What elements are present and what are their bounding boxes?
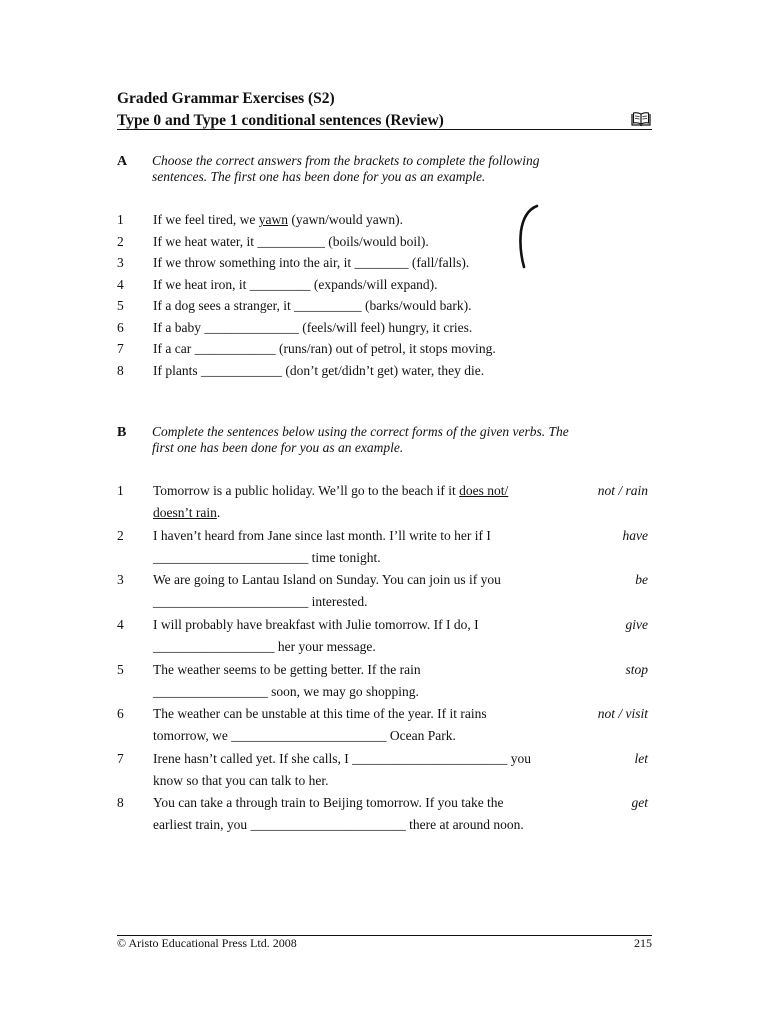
- item-number: 7: [117, 341, 124, 356]
- item-text: I will probably have breakfast with Julie tomorrow. If I do, I __________________ her your message.: [153, 617, 479, 654]
- item-text: If we throw something into the air, it ________ (fall/falls).: [153, 255, 470, 270]
- item-number: 5: [117, 298, 124, 313]
- item-number: 1: [117, 483, 124, 498]
- example-answer-part1: does not/: [459, 483, 509, 498]
- example-answer-part2: doesn’t rain: [153, 504, 217, 520]
- item-number: 2: [117, 528, 124, 543]
- section-b-instruction: [152, 424, 648, 456]
- section-b-letter: B: [117, 425, 127, 440]
- item-number: 3: [117, 572, 124, 587]
- section-b-instruction-line2: first one has been done for you as an example.: [152, 440, 404, 455]
- item-number: 6: [117, 319, 124, 335]
- item-number: 4: [117, 276, 124, 292]
- item-text: If we heat iron, it _________ (expands/will expand).: [153, 276, 438, 292]
- page-subtitle: Type 0 and Type 1 conditional sentences (Review): [117, 112, 444, 129]
- handwritten-bracket-mark: [512, 203, 542, 271]
- item-text: If we feel tired, we yawn (yawn/would yawn).: [153, 212, 404, 227]
- given-verb: give: [625, 617, 648, 632]
- example-answer: yawn: [258, 212, 288, 227]
- item-text: Tomorrow is a public holiday. We’ll go to the beach if it does not/ doesn’t rain.: [153, 483, 509, 520]
- section-a-instruction: [152, 153, 648, 185]
- section-b-instruction-line1: Complete the sentences below using the correct forms of the given verbs. The: [152, 424, 569, 439]
- item-text: You can take a through train to Beijing tomorrow. If you take the earliest train, you _______________________ there at around noon.: [153, 795, 524, 832]
- item-number: 7: [117, 751, 124, 766]
- section-a-instruction-line2: sentences. The first one has been done for you as an example.: [152, 169, 486, 184]
- given-verb: be: [635, 572, 648, 587]
- item-number: 5: [117, 662, 124, 677]
- item-number: 3: [117, 255, 124, 270]
- page-number: 215: [634, 936, 652, 950]
- given-verb: let: [634, 751, 648, 766]
- item-text: We are going to Lantau Island on Sunday. You can join us if you _______________________ interested.: [153, 572, 501, 609]
- given-verb: stop: [625, 662, 648, 677]
- item-text: Irene hasn’t called yet. If she calls, I _______________________ you know so that you can talk to her.: [153, 751, 532, 788]
- copyright-notice: © Aristo Educational Press Ltd. 2008: [117, 936, 297, 950]
- given-verb: not / visit: [597, 706, 648, 721]
- section-a-letter: A: [117, 154, 128, 169]
- item-number: 2: [117, 233, 124, 249]
- item-text: If plants ____________ (don’t get/didn’t get) water, they die.: [153, 362, 485, 378]
- title-underline: [117, 129, 652, 130]
- section-a-instruction-line1: Choose the correct answers from the brackets to complete the following: [152, 153, 540, 168]
- item-text: If a baby ______________ (feels/will feel) hungry, it cries.: [153, 319, 473, 335]
- given-verb: not / rain: [597, 483, 648, 498]
- item-number: 4: [117, 617, 124, 632]
- item-text: If a dog sees a stranger, it __________ (barks/would bark).: [153, 298, 472, 313]
- given-verb: get: [631, 795, 648, 810]
- page-title: Graded Grammar Exercises (S2): [117, 90, 335, 107]
- item-text: I haven’t heard from Jane since last month. I’ll write to her if I _______________________ time tonight.: [153, 528, 491, 565]
- given-verb: have: [622, 528, 648, 543]
- item-text: The weather can be unstable at this time of the year. If it rains tomorrow, we _______________________ Ocean Park.: [153, 706, 487, 743]
- book-icon: [631, 111, 651, 127]
- item-text: The weather seems to be getting better. If the rain _________________ soon, we may go shopping.: [153, 662, 421, 699]
- item-number: 8: [117, 362, 124, 378]
- item-number: 1: [117, 212, 124, 227]
- item-text: If a car ____________ (runs/ran) out of petrol, it stops moving.: [153, 341, 496, 356]
- item-number: 6: [117, 706, 124, 721]
- item-text: If we heat water, it __________ (boils/would boil).: [153, 233, 429, 249]
- item-number: 8: [117, 795, 124, 810]
